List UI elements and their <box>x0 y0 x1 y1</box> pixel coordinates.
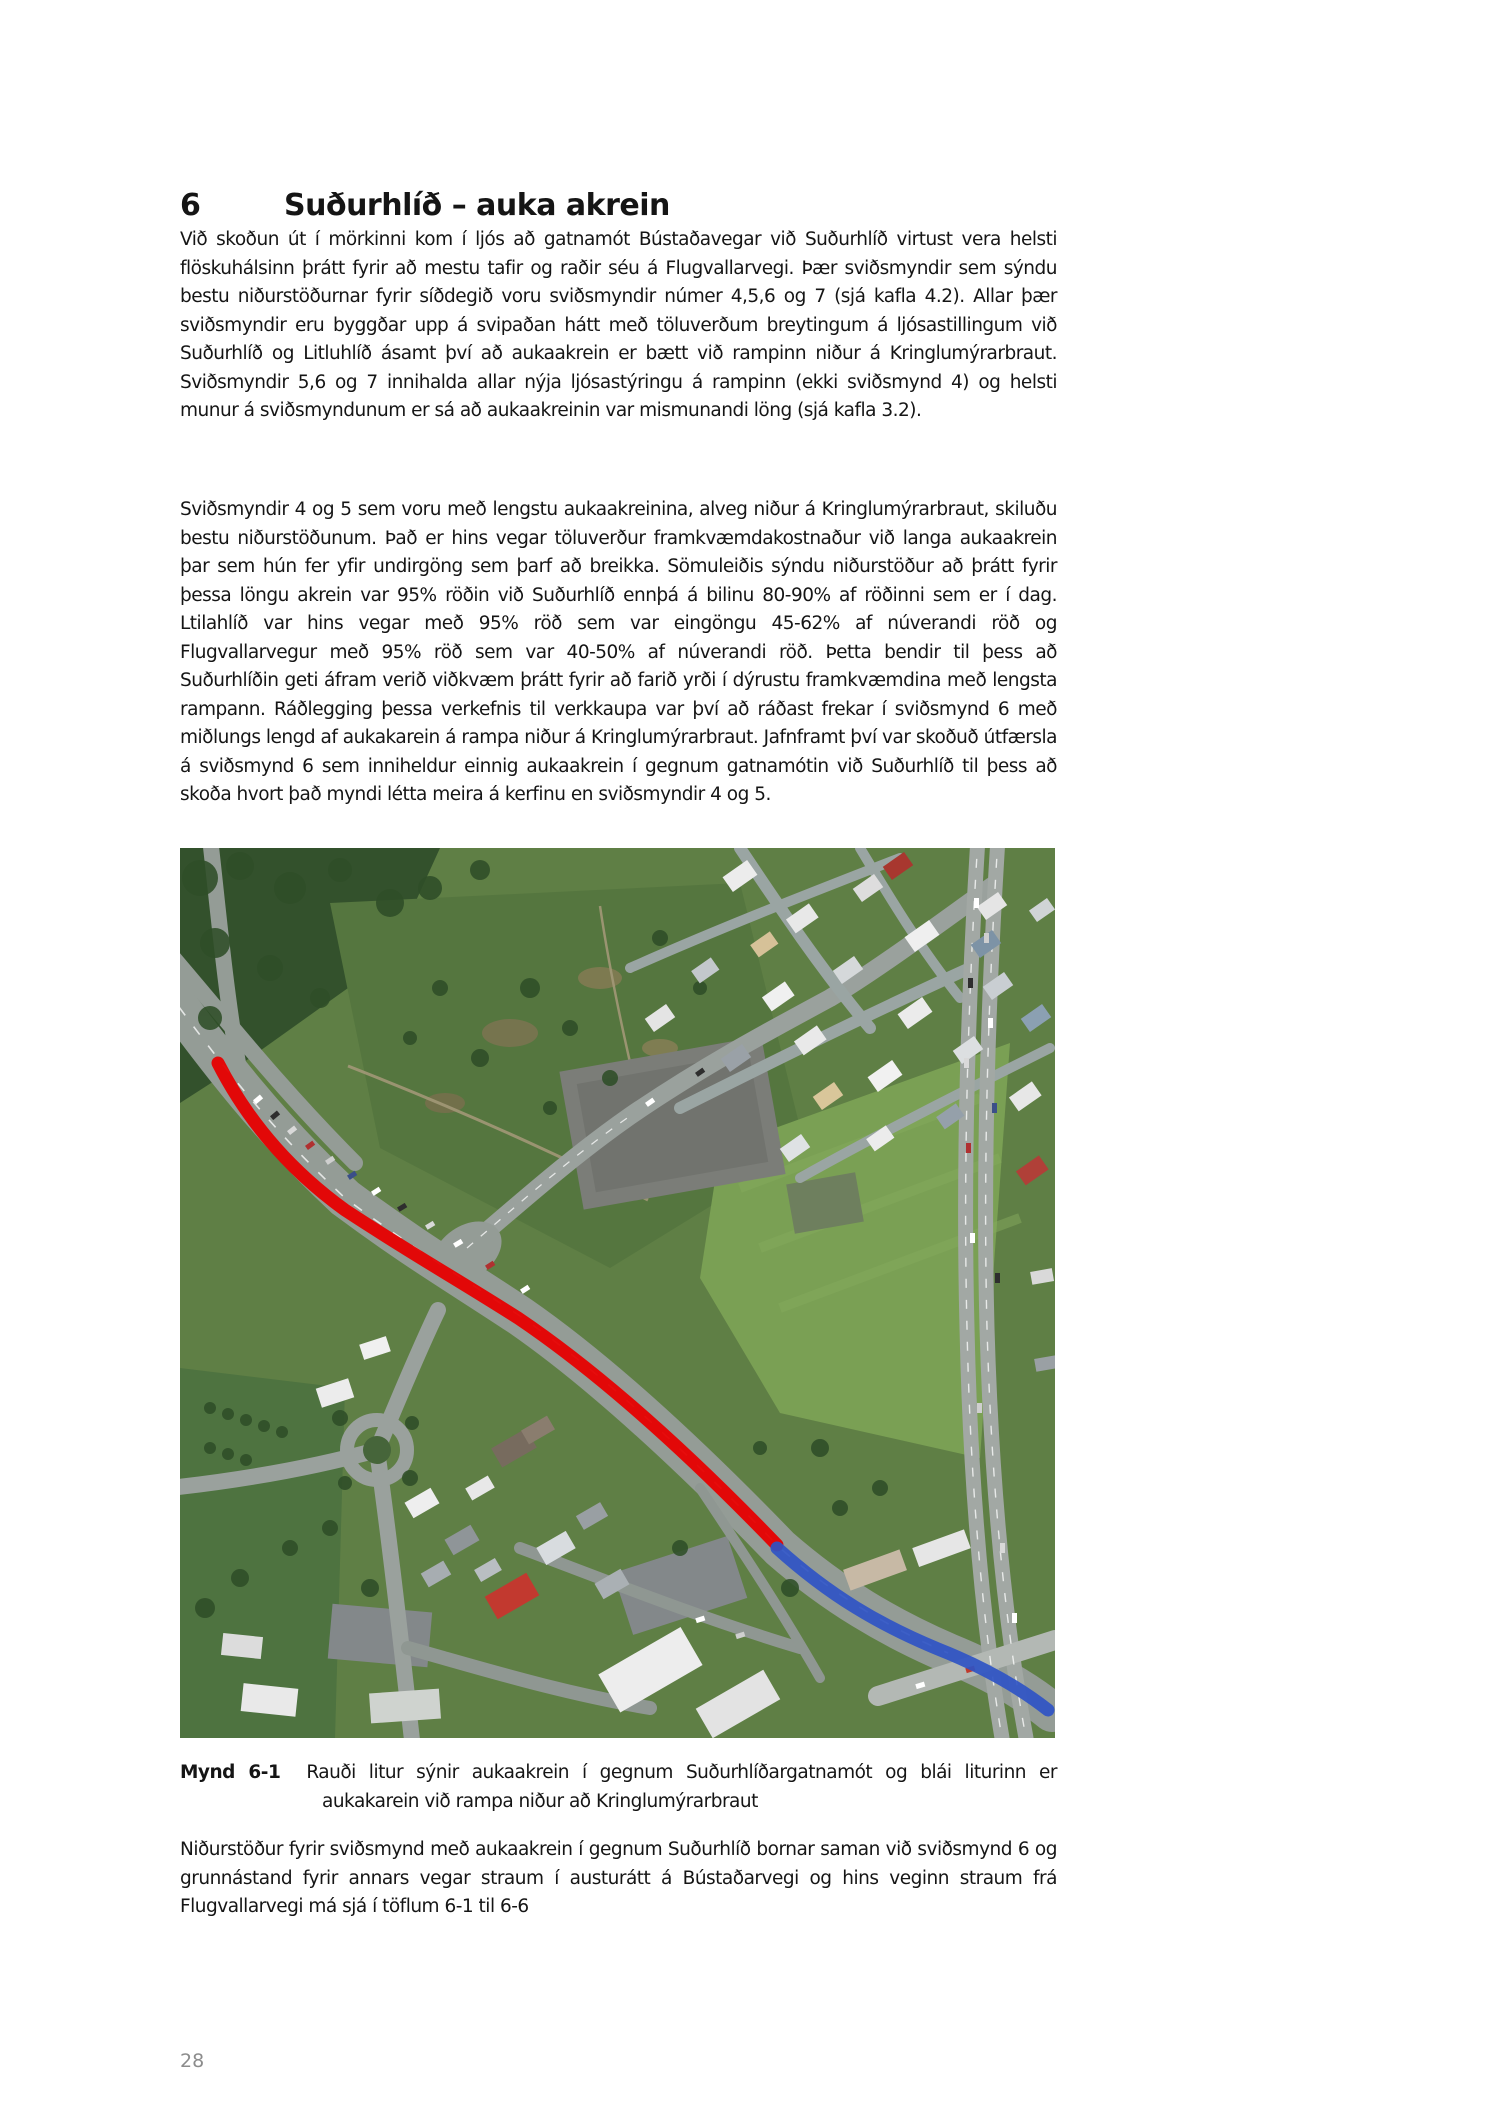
paragraph-1: Við skoðun út í mörkinni kom í ljós að gatnamót Bústaðavegar við Suðurhlíð virtust vera helsti flöskuhálsinn þrátt fyrir að mestu tafir og raðir séu á Flugvallarvegi. Þær sviðsmyndir sem sýndu bestu niðurstöðurnar fyrir síðdegið voru sviðsmyndir númer 4,5,6 og 7 (sjá kafla 4.2). Allar þær sviðsmyndir eru byggðar upp á svipaðan hátt með töluverðum breytingum á ljósastillingum við Suðurhlíð og Litluhlíð ásamt því að aukaakrein er bætt við rampinn niður á Kringlumýrarbraut. Sviðsmyndir 5,6 og 7 innihalda allar nýja ljósastýringu á rampinn (ekki sviðsmynd 4) og helsti munur á sviðsmyndunum er sá að aukaakreinin var mismunandi löng (sjá kafla 3.2). <box>180 229 1057 421</box>
aerial-map-figure <box>180 848 1055 1738</box>
section-number: 6 <box>180 188 201 223</box>
page-number: 28 <box>180 2050 205 2072</box>
paragraph-2: Sviðsmyndir 4 og 5 sem voru með lengstu aukaakreinina, alveg niður á Kringlumýrarbraut, skiluðu bestu niðurstöðunum. Það er hins vegar töluverður framkvæmdakostnaður við langa aukaakrein þar sem hún fer yfir undirgöng sem þarf að breikka. Sömuleiðis sýndu niðurstöður að þrátt fyrir þessa löngu akrein var 95% röðin við Suðurhlíð ennþá á bilinu 80-90% af röðinni sem er í dag. Ltilahlíð var hins vegar með 95% röð sem var eingöngu 45-62% af núverandi röð og Flugvallarvegur með 95% röð sem var 40-50% af núverandi röð. Þetta bendir til þess að Suðurhlíðin geti áfram verið viðkvæm þrátt fyrir að farið yrði í dýrustu framkvæmdina með lengsta rampann. Ráðlegging þessa verkefnis til verkkaupa var því að ráðast frekar í sviðsmynd 6 með miðlungs lengd af aukakarein á rampa niður á Kringlumýrarbraut. Jafnframt því var skoðuð útfærsla á sviðsmynd 6 sem inniheldur einnig aukaakrein í gegnum gatnamótin við Suðurhlíð til þess að skoða hvort það myndi létta meira á kerfinu en sviðsmyndir 4 og 5. <box>180 499 1057 805</box>
figure-caption <box>180 1758 1057 1816</box>
paragraph-3: Niðurstöður fyrir sviðsmynd með aukaakrein í gegnum Suðurhlíð bornar saman við sviðsmynd 6 og grunnástand fyrir annars vegar straum í austurátt á Bústaðarvegi og hins veginn straum frá Flugvallarvegi má sjá í töflum 6-1 til 6-6 <box>180 1839 1057 1917</box>
section-heading <box>180 188 1060 223</box>
aerial-map-svg <box>180 848 1055 1738</box>
figure-caption-label: Mynd 6-1 <box>180 1762 281 1783</box>
figure-caption-text: Rauði litur sýnir aukaakrein í gegnum Suðurhlíðargatnamót og blái liturinn er aukakarein við rampa niður að Kringlumýrarbraut <box>306 1762 1057 1812</box>
section-title: Suðurhlíð – auka akrein <box>284 188 670 223</box>
